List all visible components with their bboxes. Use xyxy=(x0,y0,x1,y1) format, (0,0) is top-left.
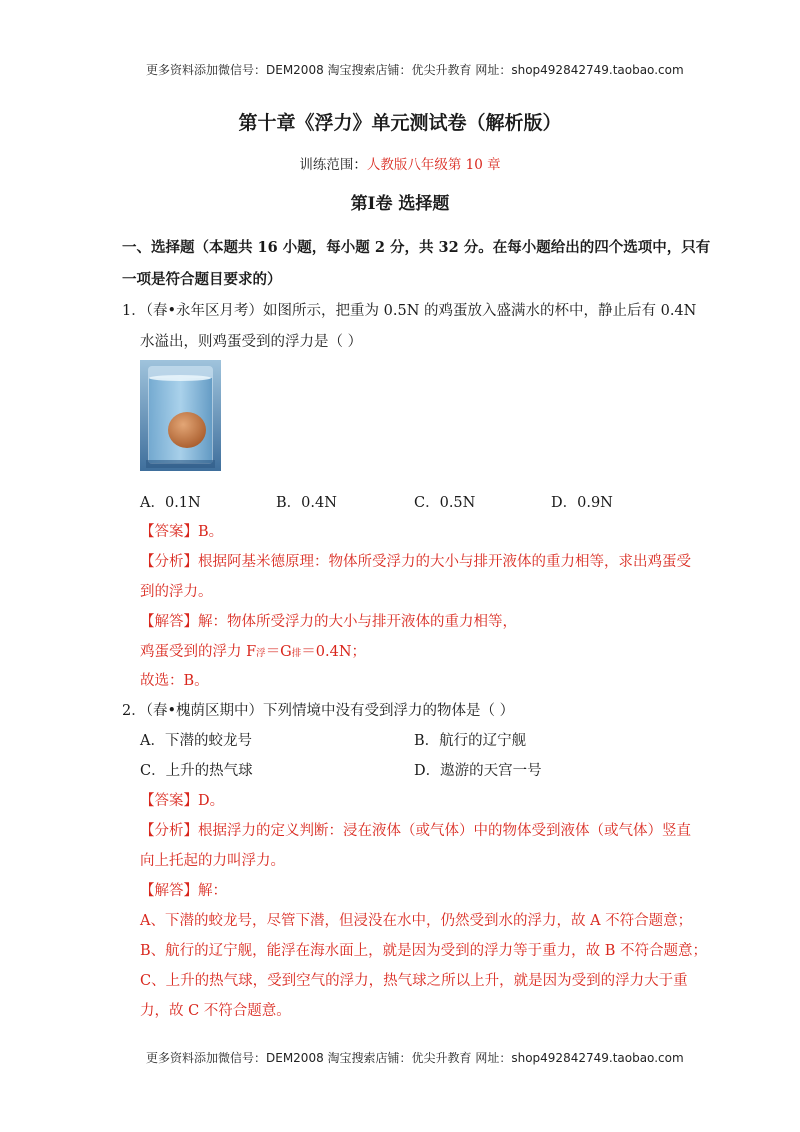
q1-answer: 【答案】B。 xyxy=(140,524,224,540)
scope-label: 训练范围： xyxy=(299,157,367,173)
q1-option-c: C．0.5N xyxy=(414,495,476,511)
page-footer: 更多资料添加微信号：DEM2008 淘宝搜索店铺：优尖升教育 网址：shop492842749.taobao.com xyxy=(146,1051,684,1065)
q2-solution-line-c: C、上升的热气球，受到空气的浮力，热气球之所以上升，就是因为受到的浮力大于重 xyxy=(140,973,688,989)
q2-option-a: A．下潜的蛟龙号 xyxy=(140,733,252,749)
q1-option-a: A．0.1N xyxy=(140,495,201,511)
q1-solution-line-2 xyxy=(140,640,366,661)
training-scope xyxy=(0,153,800,173)
q2-answer: 【答案】D。 xyxy=(140,793,225,809)
scope-value: 人教版八年级第 10 章 xyxy=(366,157,501,173)
instructions-line-1: 一、选择题（本题共 16 小题，每小题 2 分，共 32 分。在每小题给出的四个选项中，只有 xyxy=(122,239,711,256)
q1-solution-text: ＝G xyxy=(265,644,292,660)
q1-analysis-line-2: 到的浮力。 xyxy=(140,584,213,600)
egg-in-water-beaker-image xyxy=(140,360,221,471)
q2-option-c: C．上升的热气球 xyxy=(140,763,253,779)
q2-solution-line-b: B、航行的辽宁舰，能浮在海水面上，就是因为受到的浮力等于重力，故 B 不符合题意； xyxy=(140,943,708,959)
q1-stem-line-2: 水溢出，则鸡蛋受到的浮力是（ ） xyxy=(140,334,363,350)
q2-solution-line-d: 力，故 C 不符合题意。 xyxy=(140,1003,291,1019)
q1-solution-line-3: 故选：B。 xyxy=(140,673,209,689)
page-header: 更多资料添加微信号：DEM2008 淘宝搜索店铺：优尖升教育 网址：shop492842749.taobao.com xyxy=(146,63,684,77)
instructions-line-2: 一项是符合题目要求的） xyxy=(122,271,282,288)
q1-analysis-line-1: 【分析】根据阿基米德原理：物体所受浮力的大小与排开液体的重力相等，求出鸡蛋受 xyxy=(140,554,691,570)
q2-analysis-line-2: 向上托起的力叫浮力。 xyxy=(140,853,285,869)
buoyancy-subscript: 浮 xyxy=(256,648,266,659)
displaced-subscript: 排 xyxy=(291,648,302,659)
q1-solution-text: ＝0.4N； xyxy=(301,644,367,660)
q2-solution-head: 【解答】解： xyxy=(140,883,227,899)
q2-option-b: B．航行的辽宁舰 xyxy=(414,733,527,749)
q2-stem: 2．（春•槐荫区期中）下列情境中没有受到浮力的物体是（ ） xyxy=(122,703,515,719)
q2-solution-line-a: A、下潜的蛟龙号，尽管下潜，但浸没在水中，仍然受到水的浮力，故 A 不符合题意； xyxy=(140,913,693,929)
section-title: 第Ⅰ卷 选择题 xyxy=(350,194,450,214)
page-title: 第十章《浮力》单元测试卷（解析版） xyxy=(238,112,562,134)
q1-solution-line-1: 【解答】解：物体所受浮力的大小与排开液体的重力相等， xyxy=(140,614,517,630)
q2-analysis-line-1: 【分析】根据浮力的定义判断：浸在液体（或气体）中的物体受到液体（或气体）竖直 xyxy=(140,823,691,839)
q1-option-b: B．0.4N xyxy=(276,495,337,511)
q1-solution-text: 鸡蛋受到的浮力 F xyxy=(140,644,257,660)
q1-stem-line-1: 1．（春•永年区月考）如图所示，把重为 0.5N 的鸡蛋放入盛满水的杯中，静止后有 0.4N xyxy=(122,303,697,319)
q2-option-d: D．遨游的天宫一号 xyxy=(414,763,542,779)
q1-option-d: D．0.9N xyxy=(551,495,613,511)
